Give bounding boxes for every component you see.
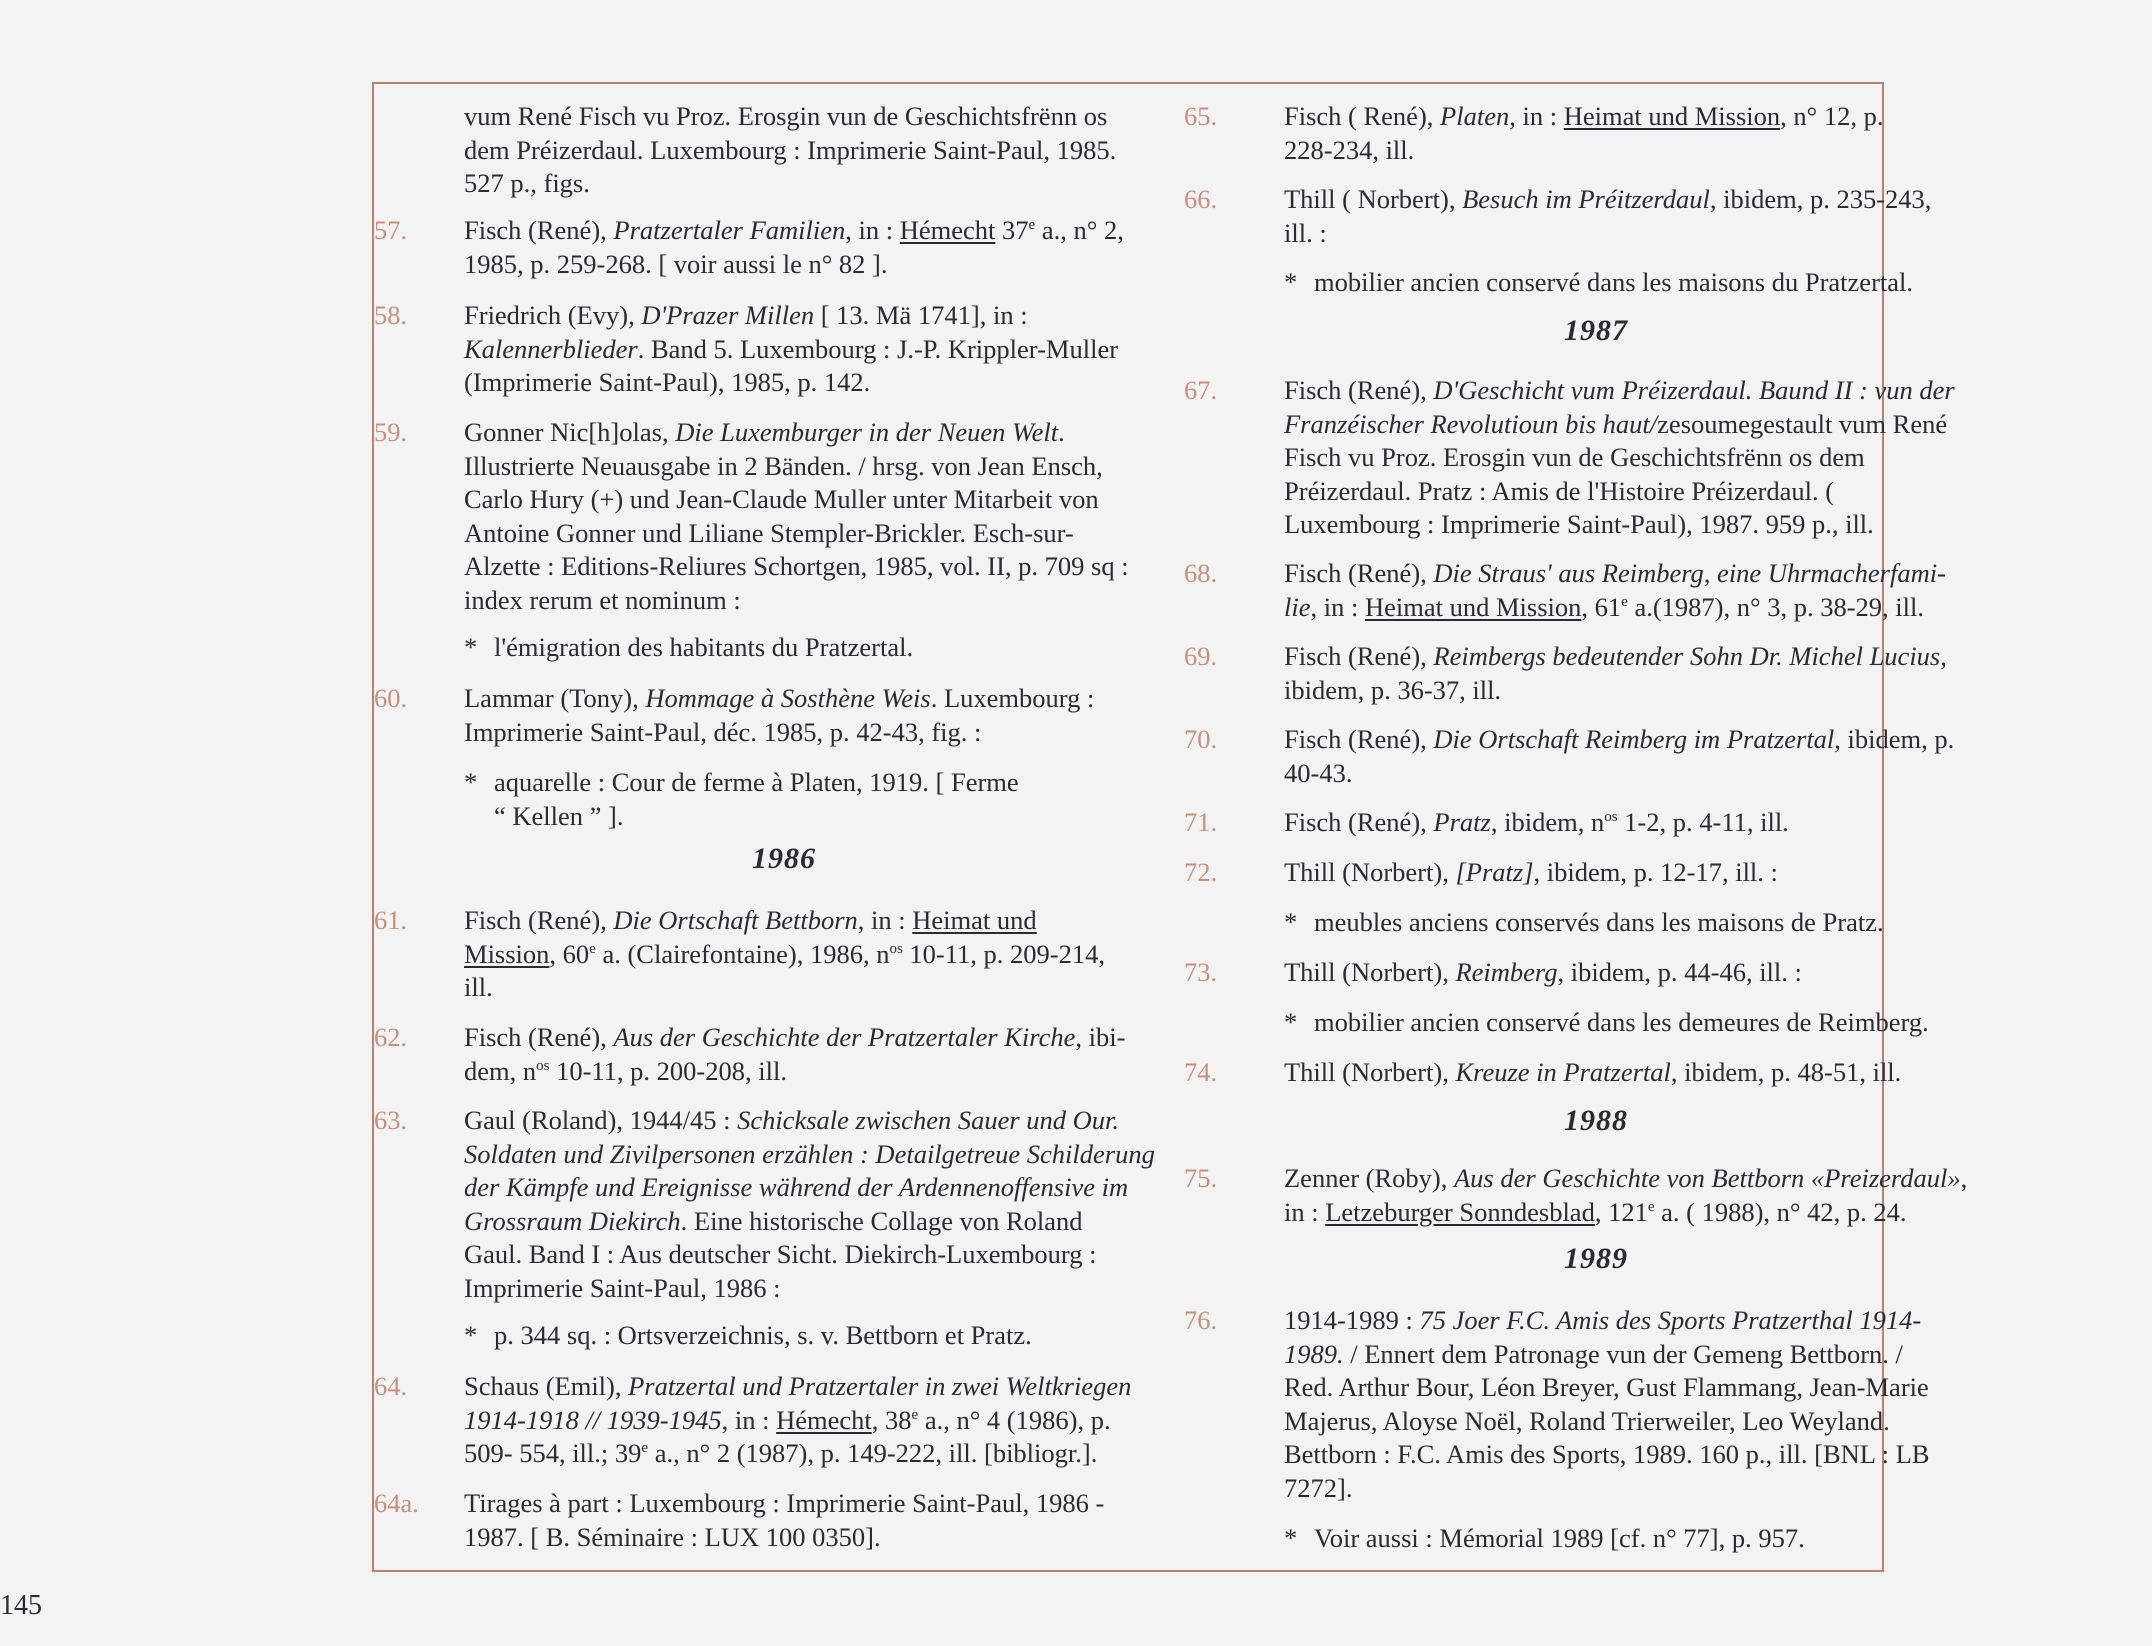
- page-number: 145: [0, 1590, 42, 1621]
- text-segment: , in :: [1509, 101, 1564, 131]
- bullet-star: *: [1284, 267, 1298, 297]
- italic-title: Grossraum Diekirch: [464, 1205, 681, 1236]
- entry-body: [464, 1104, 1170, 1305]
- entry-body: [1284, 1162, 1968, 1229]
- entry-number: 75.: [1184, 1163, 1218, 1193]
- text-line: [464, 1205, 1170, 1239]
- text-segment: . Band 5. Luxembourg : J.-P. Krippler-Muller: [637, 333, 1119, 364]
- text-segment: 40-43.: [1284, 757, 1353, 788]
- text-segment: Lammar (Tony),: [464, 683, 646, 713]
- text-segment: 509- 554, ill.; 39: [464, 1438, 642, 1468]
- entry-number: 69.: [1184, 641, 1218, 671]
- text-segment: Thill (Norbert),: [1284, 1057, 1456, 1087]
- text-line: [464, 450, 1170, 484]
- text-segment: , in :: [857, 905, 913, 935]
- underlined-title: Mission: [464, 938, 550, 969]
- entry-number: 72.: [1184, 857, 1218, 887]
- bullet-star: *: [464, 767, 478, 797]
- italic-title: Reimberg: [1455, 957, 1558, 987]
- underlined-title: Heimat und Mission: [1563, 101, 1781, 131]
- text-segment: Gaul (Roland), 1944/45 :: [464, 1105, 738, 1135]
- text-line: [464, 416, 1170, 450]
- text-segment: Fisch (René),: [464, 215, 614, 245]
- text-segment: Majerus, Aloyse Noël, Roland Trierweiler, Leo Weyland.: [1284, 1405, 1890, 1436]
- text-segment: 527 p., figs.: [464, 168, 590, 198]
- text-segment: a. (Clairefontaine), 1986, n: [595, 938, 890, 969]
- text-segment: . Eine historische Collage von Roland: [680, 1205, 1083, 1236]
- entry-number: 62.: [374, 1022, 408, 1052]
- text-segment: os: [889, 940, 903, 957]
- italic-title: Schicksale zwischen Sauer und Our.: [737, 1105, 1120, 1135]
- italic-title: Pratzertal und Pratzertaler in zwei Weltkriegen: [628, 1371, 1132, 1401]
- italic-title: der Kämpfe und Ereignisse während der Ardennenoffensive im: [464, 1172, 1129, 1202]
- italic-title: 75 Joer F.C. Amis des Sports Pratzerthal 1914-: [1419, 1305, 1922, 1335]
- text-line: [1284, 100, 1884, 134]
- text-segment: Gonner Nic[h]olas,: [464, 417, 676, 447]
- bullet-star: *: [464, 1320, 478, 1350]
- text-segment: , 38: [871, 1404, 912, 1435]
- text-line: [464, 299, 1170, 333]
- italic-title: Hommage à Sosthène Weis: [645, 683, 931, 713]
- text-line: [1284, 1056, 1902, 1090]
- text-line: [1284, 217, 1876, 251]
- text-segment: Thill (Norbert),: [1284, 957, 1456, 987]
- text-line: [464, 682, 1170, 716]
- text-segment: Voir aussi :: [1314, 1523, 1440, 1553]
- entry-number: 60.: [374, 683, 408, 713]
- text-line: [1284, 591, 1924, 625]
- entry-number: 73.: [1184, 957, 1218, 987]
- text-line: [464, 1104, 1170, 1138]
- underlined-title: Letzeburger Sonndesblad: [1325, 1196, 1595, 1227]
- text-segment: ill. :: [1284, 217, 1327, 248]
- text-segment: , n° 12, p.: [1780, 101, 1884, 131]
- entry-number: 63.: [374, 1105, 408, 1135]
- italic-title: lie: [1284, 591, 1311, 622]
- bibliography-frame: [372, 82, 1968, 1572]
- text-line: [1284, 1304, 1922, 1338]
- text-line: [464, 938, 1170, 972]
- text-segment: meubles anciens conservés dans les maisons de Pratz.: [1314, 907, 1884, 937]
- text-line: [464, 971, 1170, 1005]
- text-line: [1284, 183, 1932, 217]
- entry-body: [464, 416, 1170, 617]
- text-segment: , ibidem, p. 235-243,: [1709, 184, 1932, 214]
- italic-title: D'Prazer Millen: [641, 300, 815, 330]
- text-line: [1284, 557, 1946, 591]
- text-line: [1284, 1338, 1903, 1372]
- entry-body: [1284, 1304, 1930, 1505]
- text-segment: a., n° 2 (1987), p. 149-222, ill. [bibliogr.].: [648, 1438, 1098, 1468]
- text-line: [1284, 475, 1876, 509]
- text-segment: (Imprimerie Saint-Paul), 1985, p. 142.: [464, 367, 871, 397]
- year-heading: 1987: [1564, 314, 1628, 347]
- text-line: [1284, 723, 1955, 757]
- italic-title: Mémorial 1989: [1439, 1523, 1604, 1553]
- text-line: [1284, 856, 1876, 890]
- bullet-text: [494, 631, 1170, 665]
- entry-body: [464, 1021, 1170, 1088]
- text-segment: 1-2, p. 4-11, ill.: [1617, 807, 1789, 837]
- bullet-star: *: [1284, 1523, 1298, 1553]
- text-line: [1284, 441, 1876, 475]
- italic-title: Die Ortschaft Reimberg im Pratzertal: [1433, 724, 1835, 754]
- entry-number: 67.: [1184, 375, 1218, 405]
- text-line: [464, 1272, 1170, 1306]
- text-line: [464, 584, 1170, 618]
- text-segment: Carlo Hury (+) und Jean-Claude Muller unter Mitarbeit von: [464, 484, 1099, 514]
- text-line: [464, 1437, 1170, 1471]
- entry-body: [464, 682, 1170, 749]
- bullet-text: [1314, 906, 1884, 940]
- entry-body: [464, 1370, 1170, 1471]
- text-line: [464, 1521, 1170, 1555]
- text-segment: , 60: [549, 938, 590, 969]
- text-segment: 10-11, p. 200-208, ill.: [549, 1055, 787, 1086]
- italic-title: Besuch im Préitzerdaul: [1462, 184, 1710, 214]
- italic-title: Pratz: [1433, 807, 1491, 837]
- text-segment: e: [589, 940, 596, 957]
- text-segment: a., n° 2,: [1035, 215, 1124, 245]
- text-segment: Fisch (René),: [1284, 724, 1434, 754]
- entry-number: 65.: [1184, 101, 1218, 131]
- text-segment: Imprimerie Saint-Paul, déc. 1985, p. 42-43, fig. :: [464, 716, 982, 747]
- text-line: [464, 716, 1170, 750]
- text-segment: 10-11, p. 209-214,: [902, 938, 1105, 969]
- italic-title: Reimbergs bedeutender Sohn Dr. Michel Lucius: [1433, 641, 1941, 671]
- italic-title: Die Luxemburger in der Neuen Welt: [675, 417, 1059, 447]
- entry-number: 71.: [1184, 807, 1218, 837]
- text-segment: Fisch (René),: [1284, 807, 1434, 837]
- underlined-title: Heimat und: [912, 905, 1037, 935]
- text-segment: ill.: [464, 972, 493, 1002]
- text-line: [1284, 1438, 1930, 1472]
- entry-number: 74.: [1184, 1057, 1218, 1087]
- text-segment: Fisch (René),: [464, 1022, 614, 1052]
- bullet-text: [494, 1319, 1170, 1353]
- text-line: [1284, 956, 1876, 990]
- text-line: [1314, 1006, 1929, 1040]
- text-line: [464, 333, 1170, 367]
- text-segment: 7272].: [1284, 1472, 1353, 1503]
- bullet-star: *: [464, 632, 478, 662]
- entry-body: [464, 1487, 1170, 1554]
- bullet-text: [1314, 266, 1914, 300]
- text-segment: , ibidem, n: [1490, 807, 1605, 837]
- text-line: [1284, 408, 1948, 442]
- text-segment: e: [1028, 217, 1036, 234]
- text-line: [464, 134, 1170, 168]
- text-line: [1314, 266, 1914, 300]
- text-segment: Imprimerie Saint-Paul, 1986 :: [464, 1272, 781, 1303]
- text-line: [494, 800, 1170, 834]
- entry-body: [464, 299, 1170, 400]
- entry-number: 64.: [374, 1371, 408, 1401]
- entry-body: [1284, 806, 1876, 840]
- text-segment: in :: [1284, 1196, 1326, 1227]
- underlined-title: Hémecht: [776, 1404, 872, 1435]
- entry-body: [1284, 1056, 1902, 1090]
- italic-title: Die Ortschaft Bettborn: [613, 905, 858, 935]
- text-line: [1314, 1522, 1879, 1556]
- text-segment: , ibi-: [1075, 1022, 1126, 1052]
- text-line: [1284, 1162, 1968, 1196]
- text-line: [464, 167, 1170, 201]
- text-segment: e: [641, 1440, 649, 1457]
- text-segment: ,: [1960, 1163, 1968, 1193]
- text-segment: , ibidem, p. 44-46, ill. :: [1557, 957, 1802, 987]
- text-line: [1284, 640, 1947, 674]
- italic-title: Soldaten und Zivilpersonen erzählen : Detailgetreue Schilderung: [464, 1138, 1155, 1169]
- text-line: [464, 1138, 1170, 1172]
- entry-number: 61.: [374, 905, 408, 935]
- text-segment: vum René Fisch vu Proz. Erosgin vun de Geschichtsfrënn os: [464, 101, 1108, 131]
- text-segment: Fisch (René),: [1284, 558, 1434, 588]
- text-segment: Zenner (Roby),: [1284, 1163, 1454, 1193]
- text-segment: l'émigration des habitants du Pratzertal.: [494, 632, 914, 662]
- year-heading: 1989: [1564, 1242, 1628, 1275]
- italic-title: D'Geschicht vum Préizerdaul. Baund II : vun der: [1433, 375, 1955, 405]
- underlined-title: Heimat und Mission: [1364, 591, 1582, 622]
- text-segment: Alzette : Editions-Reliures Schortgen, 1985, vol. II, p. 709 sq :: [464, 551, 1129, 581]
- italic-title: Kreuze in Pratzertal: [1455, 1057, 1671, 1087]
- entry-body: [464, 100, 1170, 201]
- text-segment: Red. Arthur Bour, Léon Breyer, Gust Flammang, Jean-Marie: [1284, 1372, 1929, 1402]
- entry-body: [1284, 100, 1884, 167]
- text-segment: dem Préizerdaul. Luxembourg : Imprimerie Saint-Paul, 1985.: [464, 134, 1117, 165]
- text-segment: / Ennert dem Patronage vun der Gemeng Bettborn. /: [1343, 1338, 1903, 1369]
- text-segment: os: [536, 1057, 550, 1074]
- underlined-title: Hémecht: [899, 215, 996, 245]
- text-segment: , 61: [1581, 591, 1622, 622]
- entry-body: [1284, 374, 1955, 542]
- italic-title: 1914-1918 // 1939-1945: [464, 1404, 722, 1435]
- text-segment: Fisch (René),: [464, 905, 614, 935]
- text-line: [464, 1370, 1170, 1404]
- text-line: [464, 214, 1170, 248]
- text-segment: e: [911, 1406, 919, 1423]
- text-line: [494, 1319, 1170, 1353]
- text-segment: 37: [995, 215, 1029, 245]
- text-segment: 228-234, ill.: [1284, 134, 1415, 165]
- text-segment: , in :: [845, 215, 900, 245]
- text-line: [1284, 1405, 1890, 1439]
- text-segment: Fisch (René),: [1284, 375, 1434, 405]
- text-line: [464, 550, 1170, 584]
- text-line: [1284, 1371, 1929, 1405]
- text-line: [1284, 1472, 1876, 1506]
- text-segment: e: [1621, 593, 1628, 610]
- text-segment: Thill (Norbert),: [1284, 857, 1456, 887]
- entry-number: 66.: [1184, 184, 1218, 214]
- entry-number: 68.: [1184, 558, 1218, 588]
- text-segment: mobilier ancien conservé dans les maisons du Pratzertal.: [1314, 267, 1914, 297]
- italic-title: Platen: [1440, 101, 1510, 131]
- text-line: [464, 1055, 1170, 1089]
- italic-title: Aus der Geschichte von Bettborn «Preizerdaul»: [1454, 1163, 1961, 1193]
- text-line: [1314, 906, 1884, 940]
- entry-body: [1284, 183, 1932, 250]
- text-segment: 1987. [ B. Séminaire : LUX 100 0350].: [464, 1521, 881, 1552]
- text-line: [464, 1404, 1170, 1438]
- text-segment: 1985, p. 259-268. [ voir aussi le n° 82 ].: [464, 248, 888, 279]
- text-line: [464, 1171, 1170, 1205]
- text-segment: dem, n: [464, 1055, 537, 1086]
- text-segment: , in :: [1310, 591, 1365, 622]
- text-segment: [ 13. Mä 1741], in :: [814, 300, 1028, 330]
- text-segment: aquarelle : Cour de ferme à Platen, 1919. [ Ferme: [494, 767, 1019, 797]
- text-segment: , ibidem, p. 12-17, ill. :: [1533, 857, 1778, 887]
- text-line: [1284, 757, 1876, 791]
- text-segment: [cf. n° 77], p. 957.: [1603, 1523, 1805, 1553]
- entry-number: 59.: [374, 417, 408, 447]
- text-segment: ibidem, p. 36-37, ill.: [1284, 674, 1502, 705]
- text-line: [1284, 374, 1955, 408]
- text-line: [464, 517, 1170, 551]
- text-segment: Illustrierte Neuausgabe in 2 Bänden. / hrsg. von Jean Ensch,: [464, 450, 1103, 481]
- entry-body: [1284, 856, 1876, 890]
- bullet-text: [1314, 1522, 1879, 1556]
- text-segment: .: [1058, 417, 1065, 447]
- text-line: [1284, 134, 1876, 168]
- entry-body: [464, 904, 1170, 1005]
- italic-title: Kalennerblieder: [464, 333, 638, 364]
- text-segment: Fisch vu Proz. Erosgin vun de Geschichtsfrënn os dem: [1284, 442, 1865, 472]
- bullet-text: [1314, 1006, 1929, 1040]
- year-heading: 1986: [752, 842, 816, 875]
- entry-number: 70.: [1184, 724, 1218, 754]
- text-segment: , 121: [1594, 1196, 1648, 1227]
- text-line: [494, 631, 1170, 665]
- text-segment: Tirages à part : Luxembourg : Imprimerie Saint-Paul, 1986 -: [464, 1488, 1105, 1518]
- text-line: [464, 100, 1170, 134]
- year-heading: 1988: [1564, 1104, 1628, 1137]
- text-segment: , ibidem, p.: [1834, 724, 1955, 754]
- text-segment: a. ( 1988), n° 42, p. 24.: [1654, 1196, 1907, 1227]
- text-segment: . Luxembourg :: [930, 683, 1095, 713]
- text-segment: Antoine Gonner und Liliane Stempler-Brickler. Esch-sur-: [464, 517, 1074, 548]
- text-segment: Luxembourg : Imprimerie Saint-Paul), 1987. 959 p., ill.: [1284, 509, 1874, 539]
- entry-body: [1284, 640, 1947, 707]
- text-segment: mobilier ancien conservé dans les demeures de Reimberg.: [1314, 1007, 1929, 1037]
- text-line: [1284, 508, 1876, 542]
- text-segment: a.(1987), n° 3, p. 38-29, ill.: [1627, 591, 1924, 622]
- text-segment: Gaul. Band I : Aus deutscher Sicht. Diekirch-Luxembourg :: [464, 1239, 1097, 1269]
- text-segment: Friedrich (Evy),: [464, 300, 642, 330]
- italic-title: Die Straus' aus Reimberg, eine Uhrmacherfami-: [1433, 558, 1946, 588]
- text-segment: “ Kellen ” ].: [494, 800, 624, 831]
- text-segment: Bettborn : F.C. Amis des Sports, 1989. 160 p., ill. [BNL : LB: [1284, 1439, 1930, 1469]
- bullet-star: *: [1284, 907, 1298, 937]
- text-segment: Fisch ( René),: [1284, 101, 1441, 131]
- text-segment: , ibidem, p. 48-51, ill.: [1670, 1057, 1902, 1087]
- text-line: [464, 248, 1170, 282]
- entry-number: 76.: [1184, 1305, 1218, 1335]
- entry-body: [1284, 557, 1946, 624]
- text-segment: , in :: [721, 1404, 777, 1435]
- text-line: [1284, 674, 1876, 708]
- entry-body: [464, 214, 1170, 281]
- text-segment: p. 344 sq. : Ortsverzeichnis, s. v. Bettborn et Pratz.: [494, 1320, 1032, 1350]
- italic-title: Pratzertaler Familien: [613, 215, 846, 245]
- text-segment: index rerum et nominum :: [464, 584, 741, 615]
- text-line: [464, 1021, 1170, 1055]
- entry-number: 57.: [374, 215, 408, 245]
- text-line: [464, 1487, 1170, 1521]
- text-line: [494, 766, 1170, 800]
- entry-number: 58.: [374, 300, 408, 330]
- text-segment: Thill ( Norbert),: [1284, 184, 1463, 214]
- text-segment: Schaus (Emil),: [464, 1371, 629, 1401]
- text-segment: os: [1604, 809, 1618, 826]
- text-line: [1284, 1196, 1907, 1230]
- entry-body: [1284, 723, 1955, 790]
- text-segment: Préizerdaul. Pratz : Amis de l'Histoire Préizerdaul. (: [1284, 475, 1835, 506]
- entry-number: 64a.: [374, 1488, 419, 1518]
- text-line: [464, 1238, 1170, 1272]
- text-line: [464, 366, 1170, 400]
- text-segment: zesoumegestault vum René: [1657, 408, 1948, 439]
- text-segment: ,: [1940, 641, 1947, 671]
- text-segment: a., n° 4 (1986), p.: [918, 1404, 1111, 1435]
- text-line: [1284, 806, 1876, 840]
- text-segment: Fisch (René),: [1284, 641, 1434, 671]
- text-segment: 1914-1989 :: [1284, 1305, 1420, 1335]
- bullet-star: *: [1284, 1007, 1298, 1037]
- italic-title: Aus der Geschichte der Pratzertaler Kirche: [613, 1022, 1076, 1052]
- text-segment: e: [1647, 1198, 1655, 1215]
- entry-body: [1284, 956, 1876, 990]
- italic-title: Franzéischer Revolutioun bis haut/: [1284, 408, 1658, 439]
- italic-title: [Pratz]: [1455, 857, 1534, 887]
- text-line: [464, 483, 1170, 517]
- italic-title: 1989.: [1284, 1338, 1344, 1369]
- bullet-text: [494, 766, 1170, 833]
- text-line: [464, 904, 1170, 938]
